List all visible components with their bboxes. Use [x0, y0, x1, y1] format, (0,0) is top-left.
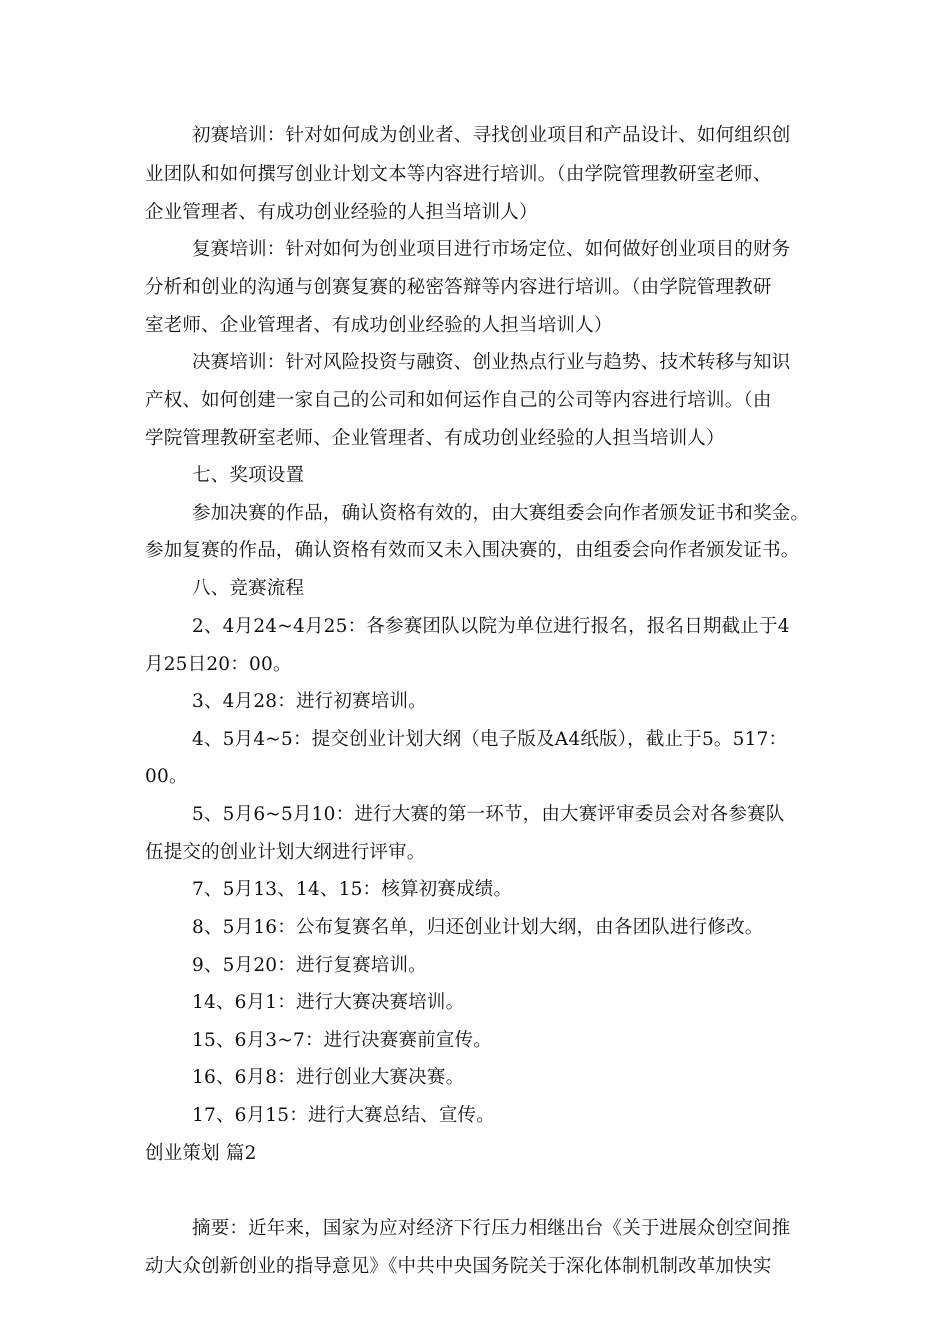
- paragraph-line: 月25日20：00。: [145, 654, 292, 675]
- paragraph-line: 8、5月16：公布复赛名单，归还创业计划大纲，由各团队进行修改。: [192, 917, 764, 938]
- paragraph-line: 伍提交的创业计划大纲进行评审。: [145, 842, 426, 863]
- section-title: 创业策划 篇2: [145, 1143, 257, 1164]
- paragraph-line: 决赛培训：针对风险投资与融资、创业热点行业与趋势、技术转移与知识: [192, 352, 791, 373]
- paragraph-line: 5、5月6~5月10：进行大赛的第一环节，由大赛评审委员会对各参赛队: [192, 804, 785, 825]
- paragraph-line: 14、6月1：进行大赛决赛培训。: [192, 992, 465, 1013]
- paragraph-line: 00。: [145, 766, 188, 787]
- paragraph-line: 3、4月28：进行初赛培训。: [192, 691, 427, 712]
- paragraph-line: 9、5月20：进行复赛培训。: [192, 955, 427, 976]
- paragraph-line: 17、6月15：进行大赛总结、宣传。: [192, 1105, 495, 1126]
- paragraph-line: 7、5月13、14、15：核算初赛成绩。: [192, 879, 513, 900]
- paragraph-line: 参加复赛的作品，确认资格有效而又未入围决赛的，由组委会向作者颁发证书。: [145, 540, 800, 561]
- paragraph-line: 复赛培训：针对如何为创业项目进行市场定位、如何做好创业项目的财务: [192, 239, 791, 260]
- paragraph-line: 产权、如何创建一家自己的公司和如何运作自己的公司等内容进行培训。（由: [145, 390, 772, 411]
- paragraph-line: 业团队和如何撰写创业计划文本等内容进行培训。（由学院管理教研室老师、: [145, 164, 772, 185]
- paragraph-line: 参加决赛的作品，确认资格有效的，由大赛组委会向作者颁发证书和奖金。: [192, 503, 810, 524]
- paragraph-line: 动大众创新创业的指导意见》《中共中央国务院关于深化体制机制改革加快实: [145, 1256, 772, 1277]
- paragraph-line: 15、6月3~7：进行决赛赛前宣传。: [192, 1030, 492, 1051]
- section-heading: 八、竞赛流程: [192, 578, 305, 599]
- paragraph-line: 学院管理教研室老师、企业管理者、有成功创业经验的人担当培训人）: [145, 428, 725, 449]
- paragraph-line: 室老师、企业管理者、有成功创业经验的人担当培训人）: [145, 315, 613, 336]
- paragraph-line: 初赛培训：针对如何成为创业者、寻找创业项目和产品设计、如何组织创: [192, 125, 791, 146]
- paragraph-line: 4、5月4~5：提交创业计划大纲（电子版及A4纸版），截止于5。517：: [192, 729, 788, 750]
- paragraph-line: 企业管理者、有成功创业经验的人担当培训人）: [145, 202, 538, 223]
- paragraph-line: 摘要：近年来，国家为应对经济下行压力相继出台《关于进展众创空间推: [192, 1218, 791, 1239]
- section-heading: 七、奖项设置: [192, 465, 305, 486]
- paragraph-line: 分析和创业的沟通与创赛复赛的秘密答辩等内容进行培训。（由学院管理教研: [145, 277, 772, 298]
- paragraph-line: 2、4月24~4月25：各参赛团队以院为单位进行报名，报名日期截止于4: [192, 616, 790, 637]
- paragraph-line: 16、6月8：进行创业大赛决赛。: [192, 1067, 465, 1088]
